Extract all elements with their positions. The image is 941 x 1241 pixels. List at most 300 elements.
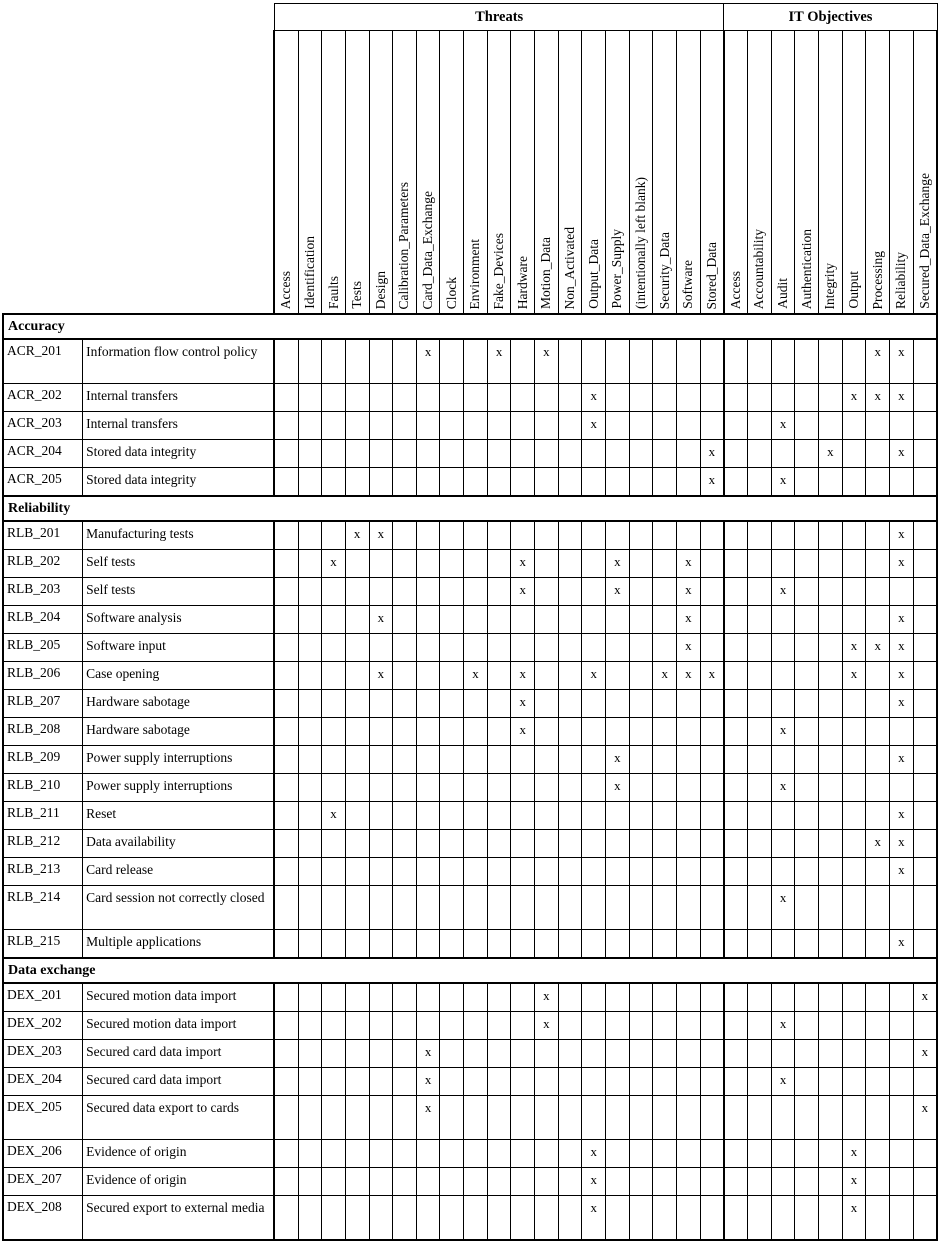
cell-threat-card-data-exchange: [416, 774, 440, 802]
cell-threat-calibration-parameters: [393, 774, 417, 802]
cell-threat-faults: [322, 886, 346, 930]
cell-threat-faults: [322, 1168, 346, 1196]
cell-threat-calibration-parameters: [393, 606, 417, 634]
threat-column-header-security-data: [653, 31, 677, 315]
cell-objective-audit: [771, 1168, 795, 1196]
cell-threat-motion-data: [535, 578, 559, 606]
cell-threat-hardware: [511, 1040, 535, 1068]
requirement-description: Multiple applications: [83, 930, 275, 959]
cell-threat-output-data: [582, 440, 606, 468]
requirement-id: RLB_201: [3, 521, 83, 550]
cell-threat-output-data: [582, 1040, 606, 1068]
cell-objective-output: [842, 830, 866, 858]
cell-threat-non-activated: [558, 1040, 582, 1068]
cell-threat-access: [274, 1140, 298, 1168]
requirement-id: RLB_206: [3, 662, 83, 690]
it-objectives-group-header: IT Objectives: [724, 4, 937, 31]
cell-threat-output-data: [582, 339, 606, 384]
cell-threat-stored-data: [700, 412, 724, 440]
requirement-description: Case opening: [83, 662, 275, 690]
mark-threat-software: x: [677, 578, 701, 606]
cell-threat-access: [274, 983, 298, 1012]
cell-threat-environment: [464, 774, 488, 802]
requirement-id: RLB_202: [3, 550, 83, 578]
cell-threat-faults: [322, 983, 346, 1012]
requirement-id: RLB_213: [3, 858, 83, 886]
cell-threat-power-supply: [606, 690, 630, 718]
cell-threat-motion-data: [535, 1096, 559, 1140]
table-row: [3, 690, 937, 718]
cell-threat-motion-data: [535, 1140, 559, 1168]
cell-objective-authentication: [795, 662, 819, 690]
cell-threat-intentionally-left-blank: [629, 339, 653, 384]
cell-threat-faults: [322, 339, 346, 384]
cell-threat-security-data: [653, 718, 677, 746]
cell-threat-card-data-exchange: [416, 718, 440, 746]
cell-threat-non-activated: [558, 1068, 582, 1096]
cell-threat-calibration-parameters: [393, 1040, 417, 1068]
cell-objective-authentication: [795, 830, 819, 858]
mark-threat-motion-data: x: [535, 983, 559, 1012]
cell-threat-intentionally-left-blank: [629, 412, 653, 440]
cell-objective-access: [724, 858, 748, 886]
cell-threat-calibration-parameters: [393, 521, 417, 550]
cell-threat-design: [369, 1140, 393, 1168]
cell-threat-power-supply: [606, 1168, 630, 1196]
cell-threat-intentionally-left-blank: [629, 886, 653, 930]
cell-threat-hardware: [511, 440, 535, 468]
cell-threat-design: [369, 468, 393, 497]
cell-threat-clock: [440, 746, 464, 774]
mark-objective-reliability: x: [890, 830, 914, 858]
requirement-description: Evidence of origin: [83, 1140, 275, 1168]
cell-threat-software: [677, 1096, 701, 1140]
mark-objective-audit: x: [771, 468, 795, 497]
cell-threat-security-data: [653, 440, 677, 468]
cell-threat-output-data: [582, 858, 606, 886]
requirement-id: DEX_205: [3, 1096, 83, 1140]
cell-threat-intentionally-left-blank: [629, 746, 653, 774]
cell-objective-processing: [866, 440, 890, 468]
cell-threat-access: [274, 468, 298, 497]
cell-threat-motion-data: [535, 1040, 559, 1068]
cell-threat-stored-data: [700, 718, 724, 746]
cell-threat-design: [369, 718, 393, 746]
section-row-data-exchange: [3, 958, 937, 983]
cell-threat-motion-data: [535, 718, 559, 746]
cell-threat-hardware: [511, 1012, 535, 1040]
cell-threat-environment: [464, 634, 488, 662]
cell-threat-card-data-exchange: [416, 1012, 440, 1040]
cell-threat-environment: [464, 606, 488, 634]
cell-objective-audit: [771, 550, 795, 578]
cell-threat-fake-devices: [487, 521, 511, 550]
cell-threat-intentionally-left-blank: [629, 468, 653, 497]
cell-threat-clock: [440, 1168, 464, 1196]
cell-threat-card-data-exchange: [416, 746, 440, 774]
cell-threat-hardware: [511, 886, 535, 930]
cell-threat-security-data: [653, 384, 677, 412]
cell-threat-motion-data: [535, 1196, 559, 1241]
cell-threat-motion-data: [535, 886, 559, 930]
objective-column-header-audit: [771, 31, 795, 315]
table-row: [3, 774, 937, 802]
cell-threat-hardware: [511, 634, 535, 662]
cell-objective-output: [842, 468, 866, 497]
threat-column-header-stored-data: [700, 31, 724, 315]
cell-threat-access: [274, 1196, 298, 1241]
cell-threat-software: [677, 858, 701, 886]
cell-objective-integrity: [819, 1196, 843, 1241]
table-row: [3, 440, 937, 468]
cell-threat-power-supply: [606, 384, 630, 412]
cell-objective-output: [842, 1096, 866, 1140]
objective-column-label: Secured_Data_Exchange: [916, 173, 932, 309]
cell-objective-authentication: [795, 412, 819, 440]
cell-objective-accountability: [748, 930, 772, 959]
cell-objective-integrity: [819, 634, 843, 662]
cell-threat-design: [369, 858, 393, 886]
cell-threat-fake-devices: [487, 412, 511, 440]
cell-objective-secured-data-exchange: [913, 1012, 937, 1040]
cell-objective-access: [724, 606, 748, 634]
threat-column-label: (intentionally left blank): [633, 177, 649, 309]
cell-threat-stored-data: [700, 983, 724, 1012]
cell-threat-power-supply: [606, 606, 630, 634]
mark-objective-reliability: x: [890, 802, 914, 830]
cell-threat-software: [677, 886, 701, 930]
cell-objective-output: [842, 983, 866, 1012]
mark-threat-hardware: x: [511, 550, 535, 578]
table-row: [3, 1040, 937, 1068]
cell-threat-access: [274, 412, 298, 440]
cell-threat-software: [677, 1012, 701, 1040]
cell-threat-fake-devices: [487, 886, 511, 930]
cell-threat-intentionally-left-blank: [629, 1012, 653, 1040]
cell-threat-power-supply: [606, 1040, 630, 1068]
cell-objective-integrity: [819, 858, 843, 886]
cell-threat-hardware: [511, 746, 535, 774]
cell-objective-secured-data-exchange: [913, 634, 937, 662]
threat-column-label: Design: [372, 270, 388, 309]
cell-threat-faults: [322, 384, 346, 412]
cell-threat-hardware: [511, 830, 535, 858]
mark-objective-reliability: x: [890, 550, 914, 578]
cell-threat-faults: [322, 606, 346, 634]
cell-threat-design: [369, 690, 393, 718]
cell-threat-software: [677, 1168, 701, 1196]
cell-threat-intentionally-left-blank: [629, 1196, 653, 1241]
cell-threat-software: [677, 412, 701, 440]
cell-threat-environment: [464, 578, 488, 606]
cell-objective-audit: [771, 746, 795, 774]
cell-threat-faults: [322, 468, 346, 497]
cell-threat-identification: [298, 1196, 322, 1241]
cell-threat-intentionally-left-blank: [629, 774, 653, 802]
cell-threat-security-data: [653, 550, 677, 578]
mark-threat-faults: x: [322, 550, 346, 578]
cell-threat-access: [274, 606, 298, 634]
cell-threat-software: [677, 802, 701, 830]
cell-objective-processing: [866, 1012, 890, 1040]
cell-threat-clock: [440, 412, 464, 440]
cell-threat-power-supply: [606, 468, 630, 497]
mark-threat-output-data: x: [582, 412, 606, 440]
cell-threat-faults: [322, 718, 346, 746]
cell-threat-motion-data: [535, 468, 559, 497]
cell-objective-integrity: [819, 746, 843, 774]
cell-threat-intentionally-left-blank: [629, 1068, 653, 1096]
cell-threat-hardware: [511, 606, 535, 634]
cell-objective-secured-data-exchange: [913, 718, 937, 746]
cell-objective-secured-data-exchange: [913, 830, 937, 858]
cell-threat-environment: [464, 412, 488, 440]
cell-threat-output-data: [582, 830, 606, 858]
cell-threat-output-data: [582, 983, 606, 1012]
table-row: [3, 412, 937, 440]
objective-column-label: Audit: [775, 278, 791, 309]
requirement-id: DEX_202: [3, 1012, 83, 1040]
cell-threat-calibration-parameters: [393, 384, 417, 412]
cell-threat-intentionally-left-blank: [629, 606, 653, 634]
cell-objective-processing: [866, 521, 890, 550]
requirement-description: Power supply interruptions: [83, 746, 275, 774]
requirement-description: Software analysis: [83, 606, 275, 634]
cell-threat-clock: [440, 718, 464, 746]
threat-column-label: Hardware: [514, 255, 530, 309]
mark-objective-output: x: [842, 634, 866, 662]
requirement-description: Secured motion data import: [83, 983, 275, 1012]
cell-threat-calibration-parameters: [393, 830, 417, 858]
cell-objective-accountability: [748, 550, 772, 578]
cell-threat-software: [677, 746, 701, 774]
cell-threat-identification: [298, 930, 322, 959]
cell-objective-authentication: [795, 521, 819, 550]
cell-threat-design: [369, 930, 393, 959]
cell-objective-secured-data-exchange: [913, 339, 937, 384]
cell-objective-audit: [771, 606, 795, 634]
cell-threat-fake-devices: [487, 858, 511, 886]
cell-objective-integrity: [819, 930, 843, 959]
cell-threat-faults: [322, 521, 346, 550]
threat-column-header-motion-data: [535, 31, 559, 315]
cell-objective-access: [724, 774, 748, 802]
cell-threat-calibration-parameters: [393, 1012, 417, 1040]
cell-objective-integrity: [819, 1168, 843, 1196]
cell-threat-calibration-parameters: [393, 440, 417, 468]
cell-threat-output-data: [582, 468, 606, 497]
requirement-id: ACR_201: [3, 339, 83, 384]
requirement-id: ACR_203: [3, 412, 83, 440]
cell-threat-power-supply: [606, 1012, 630, 1040]
cell-threat-motion-data: [535, 1068, 559, 1096]
cell-objective-authentication: [795, 690, 819, 718]
requirement-id: DEX_204: [3, 1068, 83, 1096]
mark-objective-output: x: [842, 662, 866, 690]
cell-objective-accountability: [748, 802, 772, 830]
requirement-description: Hardware sabotage: [83, 718, 275, 746]
cell-threat-tests: [345, 886, 369, 930]
threat-column-header-environment: [464, 31, 488, 315]
threat-column-label: Security_Data: [656, 231, 672, 309]
cell-threat-security-data: [653, 1096, 677, 1140]
cell-objective-integrity: [819, 802, 843, 830]
cell-objective-authentication: [795, 774, 819, 802]
cell-threat-clock: [440, 468, 464, 497]
cell-threat-intentionally-left-blank: [629, 718, 653, 746]
cell-threat-motion-data: [535, 690, 559, 718]
cell-objective-accountability: [748, 830, 772, 858]
threat-column-label: Power_Supply: [609, 229, 625, 309]
cell-threat-clock: [440, 1012, 464, 1040]
cell-threat-identification: [298, 858, 322, 886]
cell-threat-power-supply: [606, 440, 630, 468]
objective-column-header-authentication: [795, 31, 819, 315]
cell-threat-stored-data: [700, 930, 724, 959]
cell-threat-faults: [322, 1012, 346, 1040]
mark-threat-software: x: [677, 662, 701, 690]
cell-threat-calibration-parameters: [393, 1168, 417, 1196]
cell-threat-intentionally-left-blank: [629, 384, 653, 412]
cell-objective-integrity: [819, 412, 843, 440]
cell-threat-identification: [298, 774, 322, 802]
cell-objective-processing: [866, 1168, 890, 1196]
cell-objective-secured-data-exchange: [913, 858, 937, 886]
cell-threat-power-supply: [606, 1068, 630, 1096]
mark-objective-secured-data-exchange: x: [913, 1040, 937, 1068]
cell-threat-faults: [322, 930, 346, 959]
cell-threat-faults: [322, 1140, 346, 1168]
cell-threat-fake-devices: [487, 830, 511, 858]
table-row: [3, 550, 937, 578]
cell-threat-identification: [298, 690, 322, 718]
cell-threat-non-activated: [558, 1168, 582, 1196]
threat-column-header-intentionally-left-blank: [629, 31, 653, 315]
cell-objective-secured-data-exchange: [913, 550, 937, 578]
cell-objective-authentication: [795, 440, 819, 468]
cell-threat-software: [677, 718, 701, 746]
threat-objective-matrix: [2, 3, 938, 1241]
cell-threat-identification: [298, 384, 322, 412]
cell-threat-tests: [345, 550, 369, 578]
cell-threat-motion-data: [535, 1168, 559, 1196]
requirement-description: Data availability: [83, 830, 275, 858]
mark-threat-card-data-exchange: x: [416, 339, 440, 384]
cell-threat-access: [274, 634, 298, 662]
cell-objective-processing: [866, 578, 890, 606]
cell-objective-authentication: [795, 930, 819, 959]
cell-threat-card-data-exchange: [416, 521, 440, 550]
cell-objective-audit: [771, 802, 795, 830]
cell-objective-access: [724, 412, 748, 440]
cell-threat-output-data: [582, 634, 606, 662]
cell-threat-fake-devices: [487, 718, 511, 746]
table-row: [3, 521, 937, 550]
mark-threat-power-supply: x: [606, 746, 630, 774]
cell-objective-processing: [866, 606, 890, 634]
threat-column-label: Access: [278, 270, 294, 309]
table-row: [3, 886, 937, 930]
cell-threat-card-data-exchange: [416, 634, 440, 662]
cell-threat-stored-data: [700, 1040, 724, 1068]
requirement-description: Information flow control policy: [83, 339, 275, 384]
cell-threat-motion-data: [535, 830, 559, 858]
cell-threat-security-data: [653, 802, 677, 830]
requirement-id: DEX_203: [3, 1040, 83, 1068]
cell-threat-non-activated: [558, 384, 582, 412]
cell-objective-authentication: [795, 578, 819, 606]
cell-objective-access: [724, 1012, 748, 1040]
cell-threat-software: [677, 774, 701, 802]
cell-threat-card-data-exchange: [416, 550, 440, 578]
cell-threat-hardware: [511, 412, 535, 440]
cell-objective-output: [842, 440, 866, 468]
requirement-id: ACR_205: [3, 468, 83, 497]
mark-threat-card-data-exchange: x: [416, 1068, 440, 1096]
table-row: [3, 1096, 937, 1140]
cell-objective-processing: [866, 983, 890, 1012]
cell-threat-identification: [298, 1140, 322, 1168]
cell-objective-secured-data-exchange: [913, 1168, 937, 1196]
threat-column-label: Fake_Devices: [491, 232, 507, 309]
cell-objective-output: [842, 521, 866, 550]
cell-threat-environment: [464, 802, 488, 830]
cell-threat-motion-data: [535, 550, 559, 578]
cell-threat-stored-data: [700, 1012, 724, 1040]
cell-objective-secured-data-exchange: [913, 440, 937, 468]
mark-objective-reliability: x: [890, 662, 914, 690]
cell-threat-access: [274, 1096, 298, 1140]
cell-objective-access: [724, 983, 748, 1012]
cell-threat-security-data: [653, 412, 677, 440]
mark-threat-output-data: x: [582, 1196, 606, 1241]
cell-objective-access: [724, 1040, 748, 1068]
cell-threat-tests: [345, 634, 369, 662]
cell-threat-faults: [322, 1068, 346, 1096]
cell-threat-power-supply: [606, 830, 630, 858]
cell-objective-authentication: [795, 1012, 819, 1040]
mark-threat-design: x: [369, 662, 393, 690]
table-row: [3, 1168, 937, 1196]
requirement-description: Stored data integrity: [83, 440, 275, 468]
cell-threat-access: [274, 690, 298, 718]
cell-threat-stored-data: [700, 886, 724, 930]
cell-objective-processing: [866, 412, 890, 440]
threats-group-header: Threats: [274, 4, 724, 31]
cell-objective-authentication: [795, 858, 819, 886]
mark-objective-reliability: x: [890, 384, 914, 412]
cell-objective-audit: [771, 830, 795, 858]
cell-threat-tests: [345, 718, 369, 746]
cell-threat-environment: [464, 858, 488, 886]
cell-threat-design: [369, 1040, 393, 1068]
cell-objective-secured-data-exchange: [913, 1068, 937, 1096]
cell-threat-fake-devices: [487, 1196, 511, 1241]
table-row: [3, 468, 937, 497]
cell-threat-design: [369, 774, 393, 802]
cell-objective-access: [724, 662, 748, 690]
cell-threat-power-supply: [606, 1140, 630, 1168]
cell-objective-reliability: [890, 1068, 914, 1096]
cell-objective-accountability: [748, 1140, 772, 1168]
objective-column-label: Reliability: [893, 252, 909, 309]
cell-objective-accountability: [748, 1012, 772, 1040]
cell-threat-intentionally-left-blank: [629, 1096, 653, 1140]
cell-objective-accountability: [748, 858, 772, 886]
cell-threat-intentionally-left-blank: [629, 662, 653, 690]
cell-threat-faults: [322, 690, 346, 718]
cell-threat-clock: [440, 339, 464, 384]
